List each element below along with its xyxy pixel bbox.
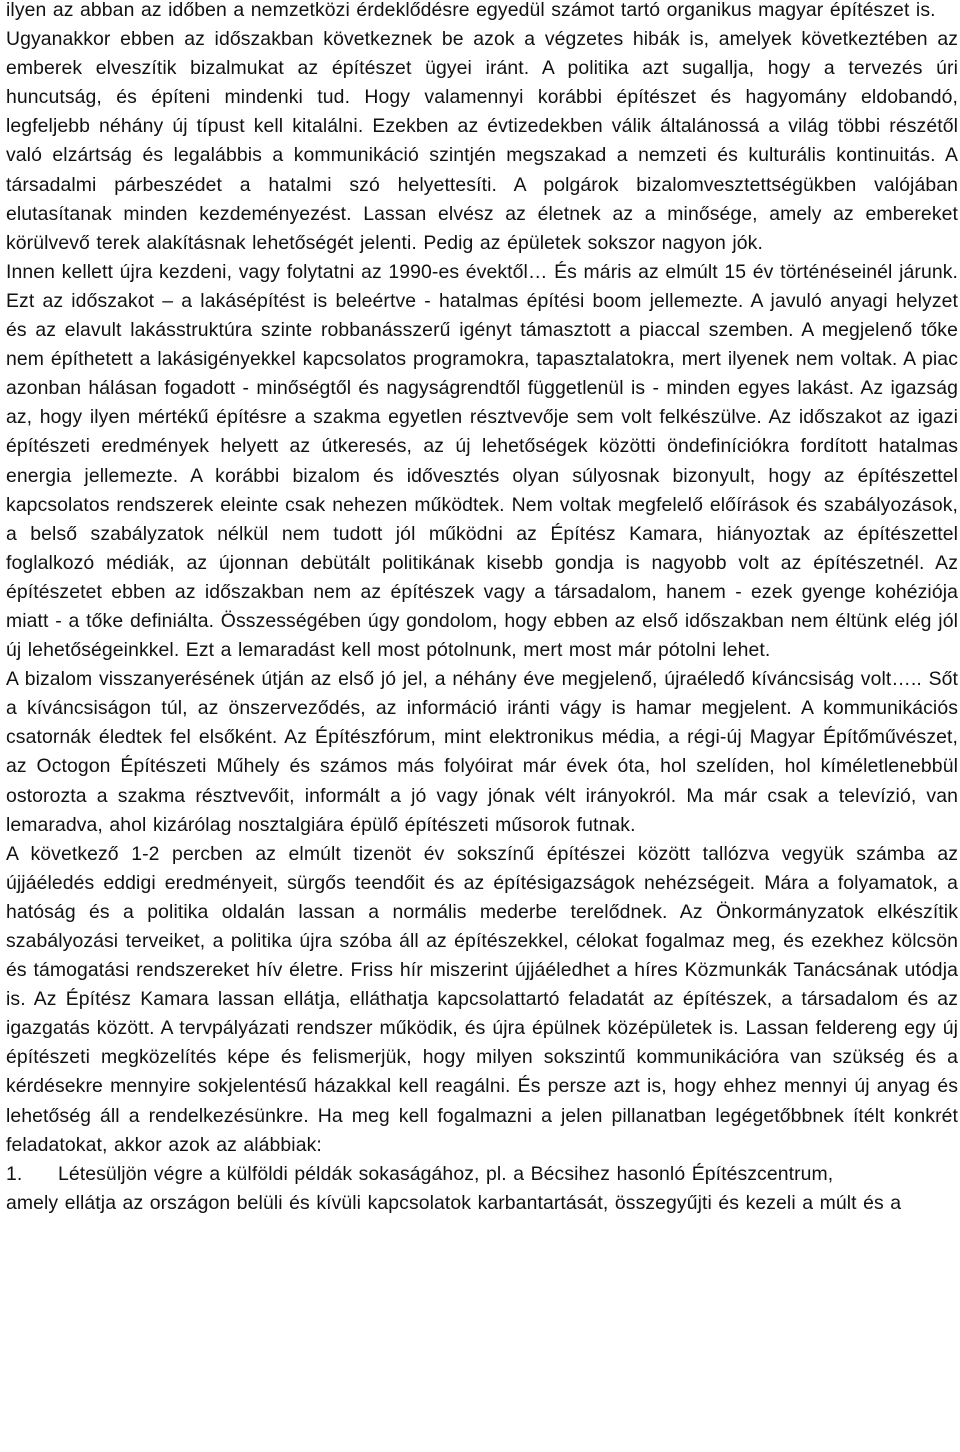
paragraph-4: A bizalom visszanyerésének útján az első jó jel, a néhány éve megjelenő, újraéledő kíváncsiság volt….. Sőt a kíváncsiságon túl, az önszerveződés, az információ iránti vágy is hamar megjelent. A kommunikációs csatornák éledtek fel elsőként. Az Építészfórum, mint elektronikus média, a régi-új Magyar Építőművészet, az Octogon Építészeti Műhely és számos más folyóirat már évek óta, hol szelíden, hol kíméletlenebbül ostorozta a szakma résztvevőit, informált a jó vagy jónak vélt irányokról. Ma már csak a televízió, van lemaradva, ahol kizárólag nosztalgiára épülő építészeti műsorok futnak. (6, 668, 958, 836)
list-item-continuation: amely ellátja az országon belüli és kívüli kapcsolatok karbantartását, összegyűjti és kezeli a múlt és a (6, 1191, 902, 1214)
list-item-text: Létesüljön végre a külföldi példák sokaságához, pl. a Bécsihez hasonló Építészcentrum, (58, 1162, 834, 1185)
list-item-number: 1. (6, 1162, 23, 1185)
paragraph-5: A következő 1-2 percben az elmúlt tizenöt év sokszínű építészei között tallózva vegyük számba az újjáéledés eddigi eredményeit, sürgős teendőit és az építésigazságok nehézségeit. Mára a folyamatok, a hatóság és a politika oldalán lassan a normális mederbe terelődnek. Az Önkormányzatok elkészítik szabályozási terveiket, a politika újra szóba áll az építészekkel, célokat fogalmaz meg, és ezekhez kölcsön és támogatási rendszereket hív életre. Friss hír miszerint újjáéledhet a híres Közmunkák Tanácsának utódja is. Az Építész Kamara lassan ellátja, elláthatja kapcsolattartó feladatát az építészek, a társadalom és az igazgatás között. A tervpályázati rendszer működik, és újra épülnek középületek is. Lassan feldereng egy új építészeti megközelítés képe és felismerjük, hogy milyen sokszintű kommunikációra van szükség és a kérdésekre mennyire sokjelentésű házakkal kell reagálni. És persze azt is, hogy ehhez mennyi új anyag és lehetőség áll a rendelkezésünkre. Ha meg kell fogalmazni a jelen pillanatban legégetőbbnek ítélt konkrét feladatokat, akkor azok az alábbiak: (6, 842, 958, 1156)
list-item (6, 1160, 958, 1218)
paragraph-3: Innen kellett újra kezdeni, vagy folytatni az 1990-es évektől… És máris az elmúlt 15 év történéseinél járunk. Ezt az időszakot – a lakásépítést is beleértve - hatalmas építési boom jellemezte. A javuló anyagi helyzet és az elavult lakásstruktúra szinte robbanásszerű igényt támasztott a piaccal szemben. A megjelenő tőke nem építhetett a lakásigényekkel kapcsolatos programokra, tapasztalatokra, mert ilyenek nem voltak. A piac azonban hálásan fogadott - minőségtől és nagyságrendtől függetlenül is - minden egyes lakást. Az igazság az, hogy ilyen mértékű építésre a szakma egyetlen résztvevője sem volt felkészülve. Az időszakot az igazi építészeti eredmények helyett az útkeresés, az új lehetőségek közötti öndefiníciókra fordított hatalmas energia jellemezte. A korábbi bizalom és idővesztés olyan súlyosnak bizonyult, hogy az építészettel kapcsolatos rendszerek eleinte csak nehezen működtek. Nem voltak megfelelő előírások és szabályozások, a belső szabályzatok nélkül nem tudott jól működni az Építész Kamara, hiányoztak az építészettel foglalkozó médiák, az újonnan debütált politikának kisebb gondja is nagyobb volt az építészetnél. Az építészetet ebben az időszakban nem az építészek vagy a társadalom, hanem - ezek gyenge kohéziója miatt - a tőke definiálta. Összességében úgy gondolom, hogy ebben az első időszakban nem éltünk elég jól új lehetőségeinkkel. Ezt a lemaradást kell most pótolnunk, mert most már pótolni lehet. (6, 260, 958, 662)
document-page (6, 0, 958, 1218)
paragraph-2: Ugyanakkor ebben az időszakban következnek be azok a végzetes hibák is, amelyek következtében az emberek elveszítik bizalmukat az építészet ügyei iránt. A politika azt sugallja, hogy a tervezés úri huncutság, és építeni mindenki tud. Hogy valamennyi korábbi építészet és hagyomány eldobandó, legfeljebb néhány új típust kell kitalálni. Ezekben az évtizedekben válik általánossá a világ többi részétől való elzártság és legalábbis a kommunikáció szintjén megszakad a nemzeti és kulturális kontinuitás. A társadalmi párbeszédet a hatalmi szó helyettesíti. A polgárok bizalomvesztettségükben valójában elutasítanak minden kezdeményezést. Lassan elvész az életnek az a minősége, amely az embereket körülvevő terek alakításnak lehetőségét jelenti. Pedig az épületek sokszor nagyon jók. (6, 28, 958, 254)
paragraph-1: ilyen az abban az időben a nemzetközi érdeklődésre egyedül számot tartó organikus magyar építészet is. (6, 0, 936, 21)
